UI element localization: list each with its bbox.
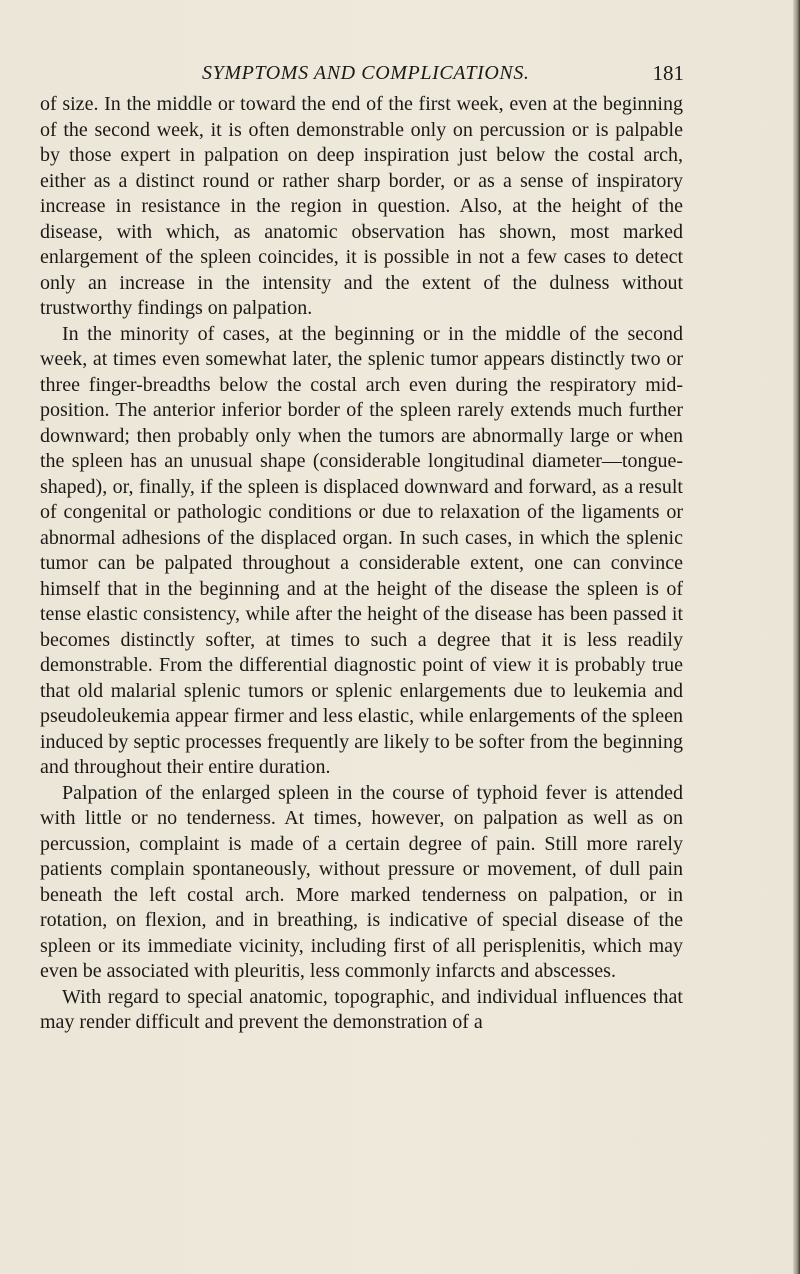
- paragraph: Palpation of the enlarged spleen in the course of typhoid fever is attended with little or no tenderness. At times, however, on palpation as well as on percussion, complaint is made of a certain degree of pain. Still more rarely patients complain spontaneously, without pressure or movement, of dull pain beneath the left costal arch. More marked tenderness on palpation, or in rotation, on flexion, and in breathing, is indicative of special disease of the spleen or its immediate vicinity, including first of all perisplenitis, which may even be associated with pleuritis, less commonly infarcts and abscesses.: [40, 781, 683, 982]
- page-header: [202, 60, 684, 90]
- running-head: SYMPTOMS AND COMPLICATIONS.: [202, 62, 530, 84]
- paragraph: With regard to special anatomic, topographic, and individual influences that may render difficult and prevent the demonstration of a: [40, 985, 683, 1033]
- page-edge-shadow: [793, 0, 800, 1274]
- paragraph: In the minority of cases, at the beginning or in the middle of the second week, at times even somewhat later, the splenic tumor appears distinctly two or three finger-breadths below the costal arch even during the respiratory mid-position. The anterior inferior border of the spleen rarely extends much further downward; then probably only when the tumors are abnormally large or when the spleen has an unusual shape (considerable longitudinal diameter—tongue-shaped), or, finally, if the spleen is displaced downward and forward, as a result of congenital or pathologic conditions or due to relaxation of the ligaments or abnormal adhesions of the displaced organ. In such cases, in which the splenic tumor can be palpated throughout a considerable extent, one can convince himself that in the beginning and at the height of the disease the spleen is of tense elastic consistency, while after the height of the disease has been passed it becomes distinctly softer, at times to such a degree that it is less readily demonstrable. From the differential diagnostic point of view it is probably true that old malarial splenic tumors or splenic enlargements due to leukemia and pseudoleukemia appear firmer and less elastic, while enlargements of the spleen induced by septic processes frequently are likely to be softer from the beginning and throughout their entire duration.: [40, 322, 683, 778]
- body-text: [40, 92, 683, 1036]
- page-number: 181: [652, 61, 684, 85]
- paragraph: of size. In the middle or toward the end of the first week, even at the beginning of the second week, it is often demonstrable only on percussion or is palpable by those expert in palpation on deep inspiration just below the costal arch, either as a distinct round or rather sharp border, or as a sense of inspiratory increase in resistance in the region in question. Also, at the height of the disease, with which, as anatomic observation has shown, most marked enlargement of the spleen coincides, it is possible in not a few cases to detect only an increase in the intensity and the extent of the dulness without trustworthy findings on palpation.: [40, 93, 683, 319]
